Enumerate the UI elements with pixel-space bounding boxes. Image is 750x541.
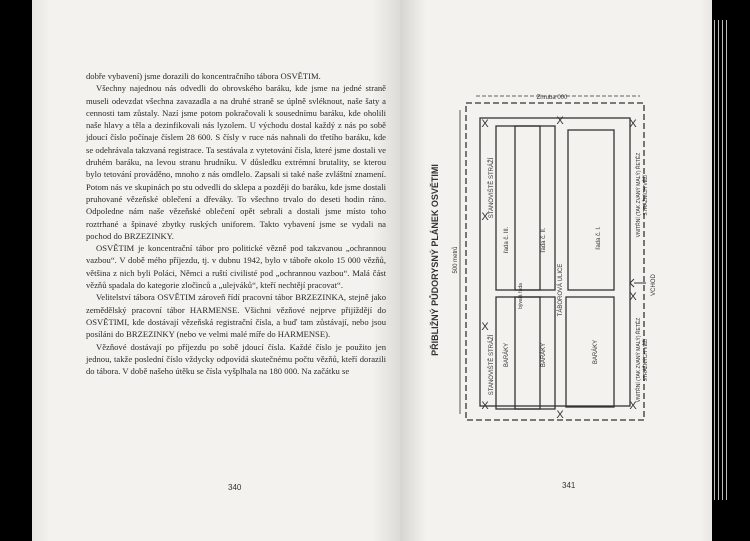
corner-marker: X [481,118,489,130]
fence-top-label: VNITŘNÍ (TAK ZVANÝ MALÝ) ŘETĚZ [636,152,642,238]
left-page-text [86,70,386,377]
street-label: TÁBOROVÁ ULICE [558,263,564,317]
paragraph: Vězňové dostávají po příjezdu po sobě jdoucí čísla. Každé číslo je použito jen jednou, takže poslední číslo vždycky odpovídá skutečnému počtu vězňů, kteří dorazili do tábora. V době našeho útěku se čísla vyšplhala na 180 000. Na začátku se [86,341,386,377]
paragraph: Všechny najednou nás odvedli do obrovského baráku, kde jsme na jedné straně museli odevzdat všechna zavazadla a na druhé straně se úplně svléknout, naše šaty a cennosti tam zůstaly. Nazí jsme potom pokračovali k sousednímu baráku, kde oholili naše hlavy a těla a dezinfikovali nás lyzolem. U východu dostal každý z nás po sobě jdoucí číslo počínaje číslem 28 600. S čísly v ruce nás nahnali do třetího baráku, kde se odehrávala takzvaná registrace. Ta sestávala z vytetování čísla, které jsme dostali ve druhém baráku, na levou stranu hrudníku. V důsledku extrémní brutality, se kterou bylo tetování prováděno, mnoho z nás omdlelo. Zapsali si také naše zvláštní znamení. Potom nás ve skupinách po stu odvedli do sklepa a později do baráku, kde jsme dostali pruhované vězeňské oblečení a dřeváky. To všechno trvalo do deseti hodin ráno. Odpoledne nám naše vězeňské oblečení opět sebrali a dostali jsme místo toho roztrhané a špinavé zbytky ruských uniforem. Takto vybavení jsme se vydali na pochod do BRZEZINKY. [86,83,386,241]
barracks-label-3: BARÁKY [593,339,599,365]
corner-marker: X [629,291,637,303]
former-row-label: bývalá řada [518,283,524,309]
row-1-label: řada č. I. [596,226,602,250]
row-3-label: řada č. III. [504,226,510,254]
paragraph: OSVĚTIM je koncentrační tábor pro politické vězně pod takzvanou „ochrannou vazbou“. V době mého příjezdu, tj. v dubnu 1942, bylo v tábořе okolo 15 000 vězňů, většina z nich byli Poláci, Němci a ruští civilisté pod „ochrannou vazbou“. Malá část vězňů spadala do kategorie zločinců a „ulejváků“, kteří nechtějí pracovat“. [86,243,386,291]
plan-title: PŘIBLIŽNÝ PŮDORYSNÝ PLÁNEK OSVĚTIMI [430,164,440,356]
corner-marker: X [481,321,489,333]
right-page-number: 341 [562,481,576,490]
guard-post-top: STANOVIŠTĚ STRÁŽÍ [489,157,495,219]
block-row-1 [568,130,614,290]
left-page [32,0,400,541]
corner-marker: X [481,211,489,223]
corner-marker: X [556,409,564,421]
block-barracks-2 [515,297,555,409]
block-row-2 [515,126,555,290]
entrance-label: VCHOD [651,274,657,296]
paragraph: Velitelství tábora OSVĚTIM zároveň řídí pracovní tábor BRZEZINKA, stejně jako zemědělský pracovní tábor HARMENSE. Všichni vězňové nejprve přijíždějí do OSVĚTIMI, kde dostávají vězeňská registrační čísla, a buď tam zůstávají, nebo jsou posíláni do BRZEZINKY (nebo ve velmi malé míře do HARMENSE). [86,292,386,340]
row-2-label: řada č. II. [541,227,547,253]
camp-plan [400,0,712,541]
left-page-number: 340 [228,483,242,492]
corner-marker: X [629,400,637,412]
guard-post-bottom: STANOVIŠTĚ STRÁŽÍ [489,334,495,396]
paragraph: dobře vybavení) jsme dorazili do koncentračního tábora OSVĚTIM. [86,71,321,81]
fence-bottom-label: VNITŘNÍ (TAK ZVANÝ MALÝ) ŘETĚZ [636,317,642,403]
page-edges [712,20,732,500]
corner-marker: X [629,118,637,130]
barracks-label-1: BARÁKY [504,342,510,368]
corner-marker: X [481,400,489,412]
block-barracks-3 [566,297,614,407]
fence-bottom-label-2: STRÁŽNÝCH VĚŽÍ [643,338,649,382]
block-row-3 [496,126,540,290]
barracks-label-2: BARÁKY [541,342,547,368]
dim-left-label: 500 metrů [453,246,459,274]
dim-top-label: Zhruba 000 [536,95,568,101]
corner-marker: X [556,115,564,127]
fence-top-label-2: STRÁŽNÍCH VĚŽÍ [643,174,649,216]
block-barracks-1 [496,297,540,409]
